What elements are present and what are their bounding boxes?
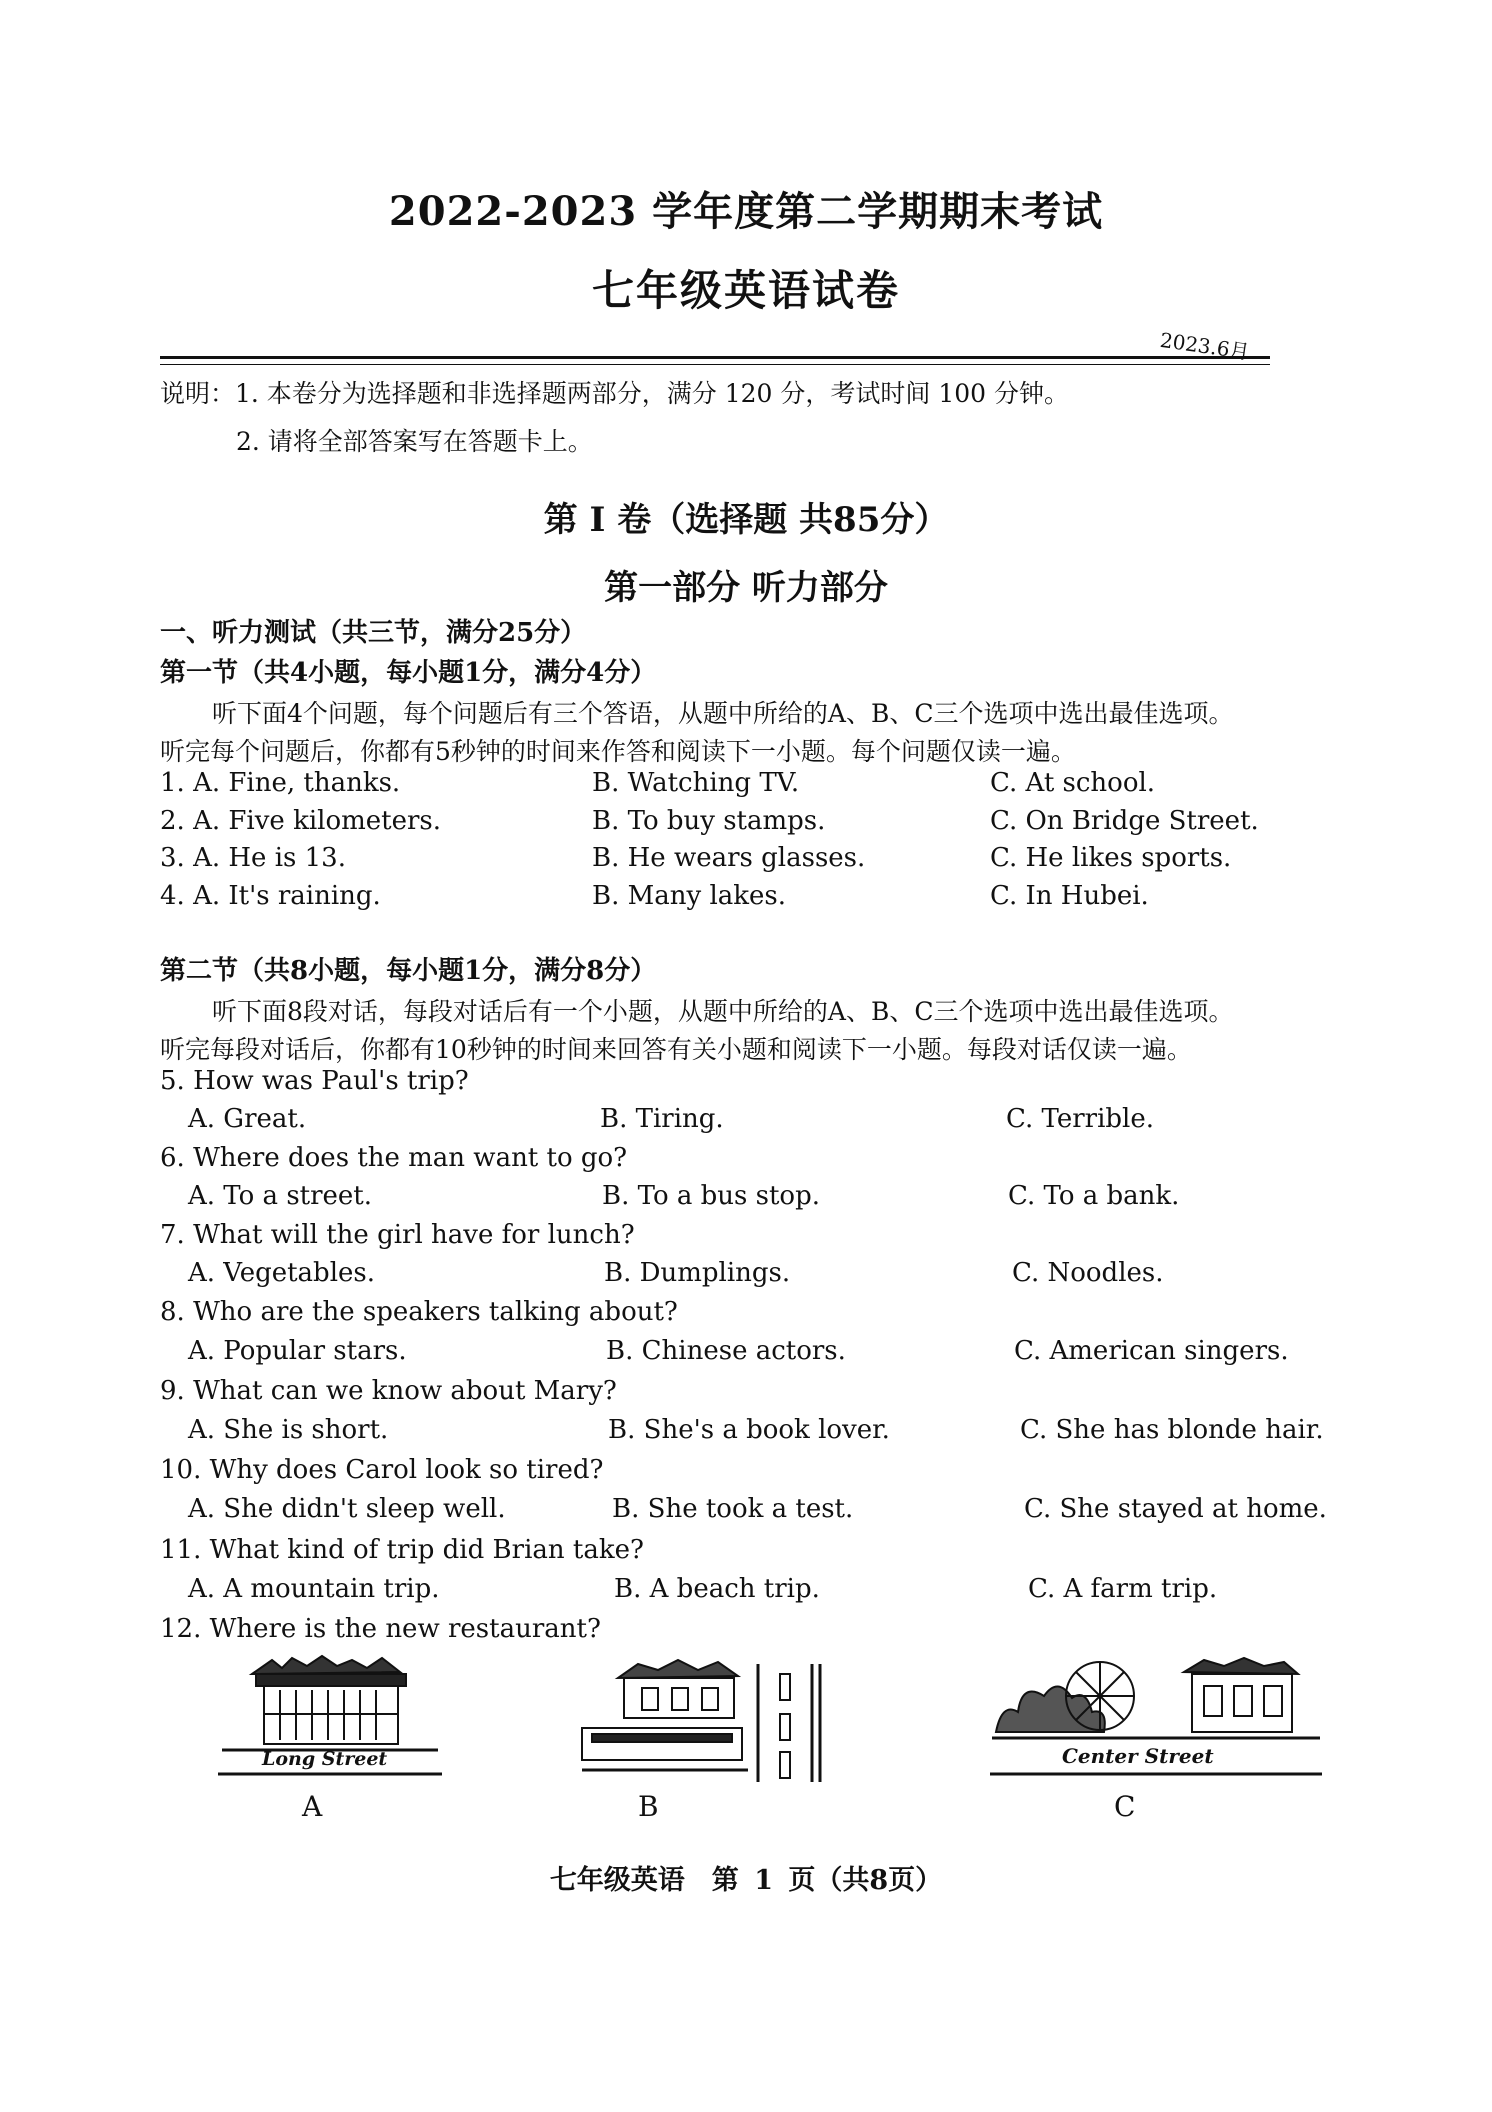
header-rule [160,356,1270,359]
listening-heading: 一、听力测试（共三节，满分25分） [160,618,587,648]
section2-heading: 第二节（共8小题，每小题1分，满分8分） [160,956,657,986]
q9-question: 9. What can we know about Mary? [160,1376,617,1406]
picture-c-street-label: Center Street [1062,1744,1214,1768]
picture-b-restaurant-drawing [568,1654,828,1784]
q5-option-c: C. Terrible. [1006,1104,1154,1134]
q7-option-a: A. Vegetables. [188,1258,376,1288]
q11-option-b: B. A beach trip. [614,1574,820,1604]
section2-instruction-1: 听下面8段对话，每段对话后有一个小题，从题中所给的A、B、C三个选项中选出最佳选项。 [212,997,1234,1026]
q2-option-b: B. To buy stamps. [592,806,826,836]
q8-option-a: A. Popular stars. [188,1336,407,1366]
picture-a-street-label: Long Street [262,1748,388,1770]
q10-option-a: A. She didn't sleep well. [188,1494,506,1524]
q8-option-b: B. Chinese actors. [606,1336,846,1366]
q8-question: 8. Who are the speakers talking about? [160,1297,678,1327]
q5-option-a: A. Great. [188,1104,307,1134]
q9-option-c: C. She has blonde hair. [1020,1415,1324,1445]
section1-heading: 第一节（共4小题，每小题1分，满分4分） [160,658,657,688]
note-line-2: 2. 请将全部答案写在答题卡上。 [236,427,593,456]
section2-instruction-2: 听完每段对话后，你都有10秒钟的时间来回答有关小题和阅读下一小题。每段对话仅读一遍。 [160,1035,1192,1064]
picture-c-label: C [1114,1790,1136,1823]
q12-question: 12. Where is the new restaurant? [160,1614,601,1644]
header-rule-thin [160,364,1270,365]
q1-option-c: C. At school. [990,768,1156,798]
picture-b-label: B [638,1790,659,1823]
q7-question: 7. What will the girl have for lunch? [160,1220,635,1250]
q8-option-c: C. American singers. [1014,1336,1289,1366]
q7-option-b: B. Dumplings. [604,1258,791,1288]
q3-option-b: B. He wears glasses. [592,843,866,873]
exam-subtitle: 七年级英语试卷 [591,266,900,315]
q10-option-b: B. She took a test. [612,1494,854,1524]
part-title: 第一部分 听力部分 [604,568,888,608]
q4-option-b: B. Many lakes. [592,881,787,911]
q1-option-b: B. Watching TV. [592,768,800,798]
q9-option-a: A. She is short. [188,1415,389,1445]
q11-option-a: A. A mountain trip. [188,1574,440,1604]
picture-a-label: A [302,1790,323,1823]
q1-option-a: 1. A. Fine, thanks. [160,768,401,798]
q6-option-a: A. To a street. [188,1181,373,1211]
note-line-1: 说明：1. 本卷分为选择题和非选择题两部分，满分 120 分，考试时间 100 分钟。 [160,379,1070,408]
q3-option-c: C. He likes sports. [990,843,1232,873]
q5-option-b: B. Tiring. [600,1104,724,1134]
q3-option-a: 3. A. He is 13. [160,843,346,873]
q9-option-b: B. She's a book lover. [608,1415,890,1445]
q6-option-c: C. To a bank. [1008,1181,1180,1211]
handwritten-date: 2023.6月 [1158,327,1252,365]
q6-question: 6. Where does the man want to go? [160,1143,628,1173]
q2-option-c: C. On Bridge Street. [990,806,1259,836]
volume-title: 第 I 卷（选择题 共85分） [543,500,949,540]
q11-question: 11. What kind of trip did Brian take? [160,1535,644,1565]
q7-option-c: C. Noodles. [1012,1258,1164,1288]
q11-option-c: C. A farm trip. [1028,1574,1218,1604]
q4-option-a: 4. A. It's raining. [160,881,381,911]
q10-question: 10. Why does Carol look so tired? [160,1455,604,1485]
exam-title: 2022-2023 学年度第二学期期末考试 [388,188,1104,235]
section1-instruction-1: 听下面4个问题，每个问题后有三个答语，从题中所给的A、B、C三个选项中选出最佳选项。 [212,699,1234,728]
section1-instruction-2: 听完每个问题后，你都有5秒钟的时间来作答和阅读下一小题。每个问题仅读一遍。 [160,737,1076,766]
q5-question: 5. How was Paul's trip? [160,1066,469,1096]
q4-option-c: C. In Hubei. [990,881,1149,911]
q10-option-c: C. She stayed at home. [1024,1494,1327,1524]
q6-option-b: B. To a bus stop. [602,1181,820,1211]
page-footer: 七年级英语 第 1 页（共8页） [549,1865,943,1896]
q2-option-a: 2. A. Five kilometers. [160,806,442,836]
